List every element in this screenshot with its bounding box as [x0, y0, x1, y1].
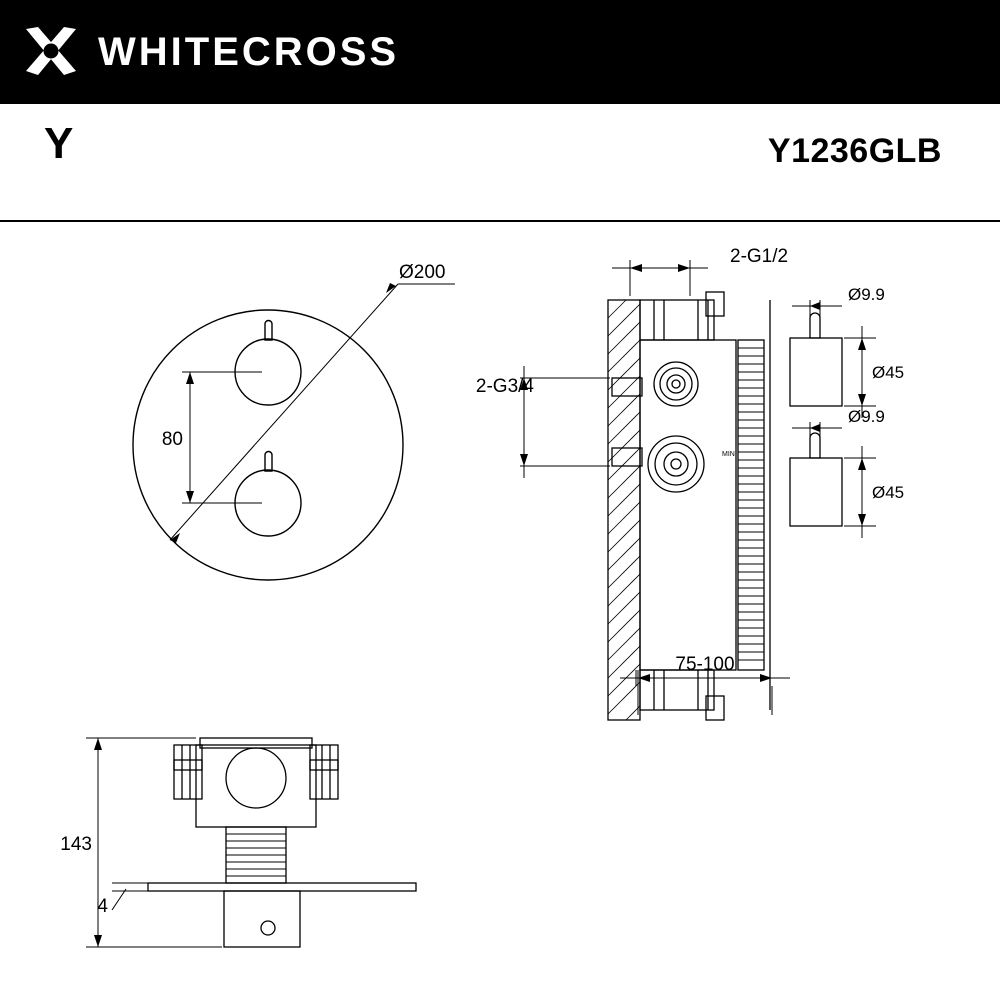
- diameter-leader-line: [170, 284, 398, 540]
- header-bar: [0, 0, 1000, 104]
- annotation-min: MIN: [722, 451, 735, 458]
- side-flange-plate: [148, 883, 416, 891]
- outlet-upper-body: [790, 338, 842, 406]
- dim-bore-lower: Ø9.9: [848, 407, 885, 426]
- wall-hatching: [608, 300, 640, 720]
- model-code: Y1236GLB: [767, 132, 942, 170]
- dim-2-g34: 2-G3/4: [475, 376, 534, 397]
- side-lower-box: [224, 891, 300, 947]
- cartridge-upper-mid: [660, 368, 692, 400]
- dim-install-depth: 75-100: [675, 654, 735, 675]
- side-lower-hole: [261, 921, 275, 935]
- side-left-block: [174, 745, 202, 799]
- title-row: [0, 104, 1000, 204]
- dim-4: 4: [97, 896, 108, 917]
- side-right-block: [310, 745, 338, 799]
- top-connection-block: [640, 300, 714, 340]
- x-cross-logo-icon: [22, 23, 80, 81]
- dim-2-g12: 2-G1/2: [730, 246, 789, 267]
- dim-flange-upper: Ø45: [872, 363, 905, 382]
- technical-drawing: [0, 200, 1000, 1000]
- top-nipple: [706, 292, 724, 316]
- bottom-connection-block: [640, 670, 714, 710]
- dim-143: 143: [60, 834, 92, 855]
- dim-4-group: [112, 883, 150, 910]
- dim-80: 80: [161, 429, 183, 450]
- outlet-lower-body: [790, 458, 842, 526]
- bottom-nipple: [706, 696, 724, 720]
- dim-depth-group: [620, 670, 790, 716]
- side-cartridge-circle: [226, 748, 286, 808]
- cartridge-upper-inner: [667, 375, 685, 393]
- side-top-cap: [200, 738, 312, 748]
- cartridge-lower-core: [671, 459, 681, 469]
- knurl-lines: [738, 348, 764, 660]
- cartridge-lower-mid: [655, 443, 697, 485]
- upper-handle-lever: [265, 321, 272, 341]
- outlet-upper-stem: [810, 313, 820, 338]
- dim-flange-lower: Ø45: [872, 483, 905, 502]
- side-body: [196, 745, 316, 827]
- lower-handle-lever: [265, 452, 272, 472]
- dim-bore-lower-group: [792, 422, 842, 440]
- cartridge-lower-outer: [648, 436, 704, 492]
- side-knurl-lines: [226, 834, 286, 876]
- left-port-upper: [612, 378, 642, 396]
- side-view: [148, 738, 416, 947]
- dim-bore-upper: Ø9.9: [848, 285, 885, 304]
- cartridge-upper-core: [672, 380, 680, 388]
- dim-diameter-200: Ø200: [399, 262, 446, 283]
- dim-handle-spacing-group: [182, 372, 262, 503]
- series-letter: Y: [44, 119, 74, 168]
- outlet-lower-stem: [810, 433, 820, 458]
- brand-name: WHITECROSS: [98, 29, 400, 74]
- dim-bore-upper-group: [792, 300, 842, 320]
- dim-g12-group: [612, 260, 708, 296]
- cartridge-lower-inner: [664, 452, 688, 476]
